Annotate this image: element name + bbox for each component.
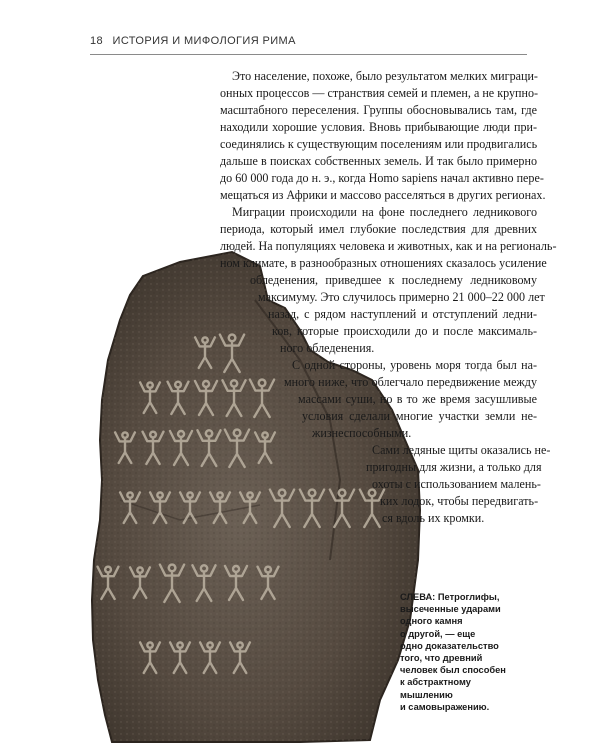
body-line: максимуму. Это случилось примерно 21 000–22 000 лет [258,290,545,304]
body-line: людей. На популяциях человека и животных, как и на региональ- [220,239,557,253]
body-line: ся вдоль их кромки. [382,511,485,525]
body-line: ного обледенения. [280,341,375,355]
caption-line: одно доказательство [400,640,499,651]
body-line: обледенения, приведшее к последнему ледниковому [250,273,537,287]
body-line: мещаться из Африки и массово расселяться в других регионах. [220,188,546,202]
body-line: С одной стороны, уровень моря тогда был на- [292,358,537,372]
body-line: масштабного переселения. Группы обосновывались там, где [220,103,537,117]
body-line: ков, которые происходили до и после максималь- [272,324,537,338]
page-number: 18 [90,35,104,47]
caption-line: одного камня [400,616,463,627]
body-line: жизнеспособными. [312,426,412,440]
body-line: Сами ледяные щиты оказались не- [372,443,551,457]
caption-line: и самовыражению. [400,701,490,712]
body-line: Это население, похоже, было результатом мелких миграци- [232,69,538,83]
body-line: находили хорошие условия. Вновь прибывающие люди при- [220,120,537,134]
caption-line: о другой, — еще [400,628,476,639]
body-line: охоты с использованием малень- [372,477,541,491]
body-line: ких лодок, чтобы передвигать- [380,494,539,508]
body-line: дальше в поисках собственных земель. И так было примерно [220,154,537,168]
body-line: соединялись к существующим поселениям или продвигались [220,137,538,151]
caption-line: Петроглифы, [437,592,500,602]
caption-label: СЛЕВА: [400,592,436,602]
body-line: массами суши, но в то же время засушливые [298,392,537,406]
body-line: периода, который имел глубокие последствия для древних [220,222,537,236]
body-line: много ниже, что облегчало передвижение между [284,375,537,389]
caption-line: человек был способен [400,665,506,676]
caption-line: мышлению [400,689,453,700]
caption-line: того, что древний [400,653,483,664]
caption-line: высеченные ударами [400,604,501,615]
body-line: ном климате, в разнообразных отношениях сказалось усиление [220,256,547,270]
body-line: онных процессов — странствия семей и племен, а не крупно- [220,86,539,100]
running-title: ИСТОРИЯ И МИФОЛОГИЯ РИМА [112,35,296,47]
body-line: до 60 000 года до н. э., когда Homo sapiens начал активно пере- [220,171,544,185]
body-line: назад, с рядом наступлений и отступлений ледни- [268,307,537,321]
image-caption [400,591,535,713]
body-line: условия сделали многие участки земли не- [302,409,537,423]
body-line: Миграции происходили на фоне последнего ледникового [232,205,537,219]
body-line: пригодны для жизни, а только для [366,460,542,474]
caption-line: к абстрактному [400,677,471,688]
